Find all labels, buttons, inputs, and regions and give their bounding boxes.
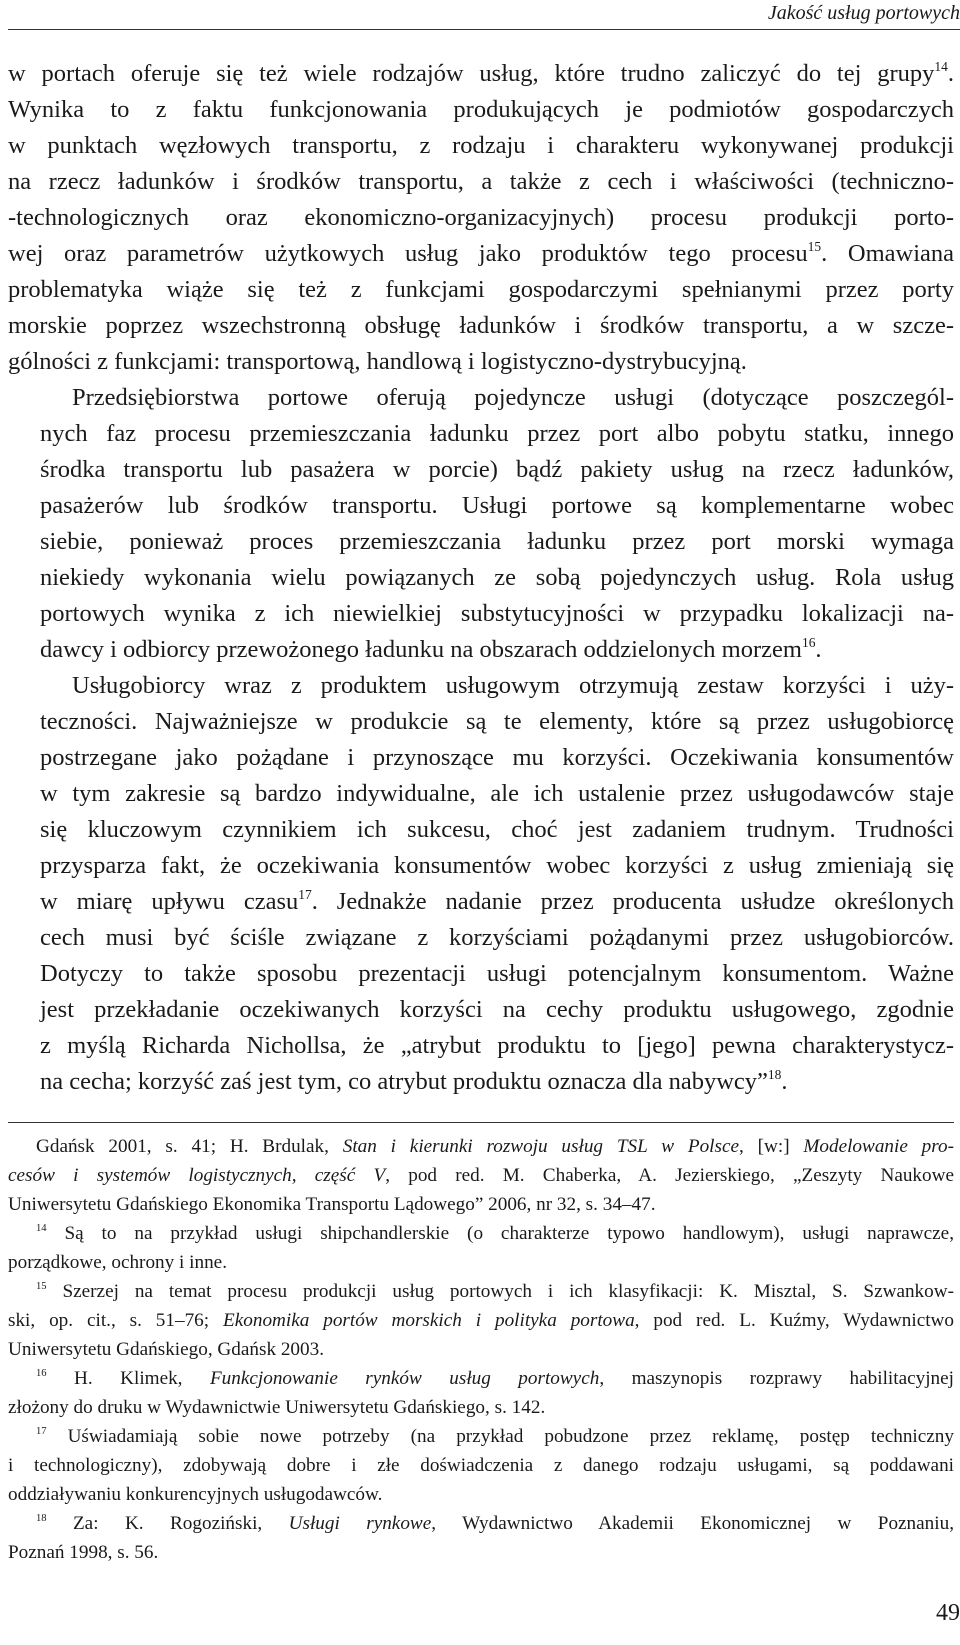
text-line: teczności. Najważniejsze w produkcie są te elementy, które są przez usługobiorcę: [40, 708, 954, 735]
text-line: w miarę upływu czasu$^{17}$. Jednakże nadanie przez producenta usłudze określonych: [40, 886, 955, 915]
footnote-line: ski, op. cit., s. 51–76; Ekonomika portów morskich i polityka portowa, pod red. L. Kuźmy, Wydawnictwo: [8, 1310, 954, 1331]
text-line: cech musi być ściśle związane z korzyściami pożądanymi przez usługobiorców.: [40, 924, 954, 951]
text-line: na cecha; korzyść zaś jest tym, co atrybut produktu oznacza dla nabywcy”$^{18}$.: [40, 1066, 788, 1095]
footnote-number: 17: [36, 1426, 47, 1438]
footnote-reference[interactable]: 18: [767, 1066, 782, 1082]
footnote-line: Uniwersytetu Gdańskiego Ekonomika Transportu Lądowego” 2006, nr 32, s. 34–47.: [8, 1194, 656, 1215]
text-line: siebie, ponieważ proces przemieszczania ładunku przez port morski wymaga: [40, 528, 954, 555]
footnote-line: złożony do druku w Wydawnictwie Uniwersytetu Gdańskiego, s. 142.: [8, 1397, 546, 1418]
footnote-number: 16: [36, 1368, 47, 1380]
footnote-continuation: [8, 1132, 954, 1219]
footnote-line: Uniwersytetu Gdańskiego, Gdańsk 2003.: [8, 1339, 325, 1360]
text-line: niekiedy wykonania wielu powiązanych ze sobą pojedynczych usług. Rola usług: [40, 564, 954, 591]
footnote-line: cesów i systemów logistycznych, część V, pod red. M. Chaberka, A. Jezierskiego, „Zeszyty Naukowe: [8, 1165, 954, 1186]
footnote-reference[interactable]: 15: [807, 238, 822, 254]
footnote-17: [8, 1422, 954, 1509]
footnote-line: $^{16}$ H. Klimek, Funkcjonowanie rynków usług portowych, maszynopis rozprawy habilitacyjnej: [36, 1368, 954, 1389]
body-text: [8, 56, 954, 1100]
text-line: nych faz procesu przemieszczania ładunku przez port albo pobytu statku, innego: [40, 420, 954, 447]
page-number: 49: [936, 1600, 960, 1626]
footnote-16: [8, 1364, 954, 1422]
footnote-reference[interactable]: 17: [298, 886, 312, 902]
text-line: dawcy i odbiorcy przewożonego ładunku na obszarach oddzielonych morzem$^{16}$.: [40, 634, 822, 663]
header-rule: [8, 29, 960, 30]
footnote-reference[interactable]: 14: [934, 58, 948, 74]
footnote-line: $^{18}$ Za: K. Rogoziński, Usługi rynkowe, Wydawnictwo Akademii Ekonomicznej w Poznaniu,: [36, 1513, 954, 1534]
footnote-separator: [8, 1122, 954, 1123]
text-line: Usługobiorcy wraz z produktem usługowym otrzymują zestaw korzyści i uży-: [72, 672, 954, 699]
text-line: w tym zakresie są bardzo indywidualne, ale ich ustalenie przez usługodawców staje: [40, 780, 954, 807]
text-line: portowych wynika z ich niewielkiej substytucyjności w przypadku lokalizacji na-: [40, 600, 954, 627]
text-line: -technologicznych oraz ekonomiczno-organizacyjnych) procesu produkcji porto-: [8, 204, 954, 231]
footnote-line: porządkowe, ochrony i inne.: [8, 1252, 227, 1273]
text-line: się kluczowym czynnikiem ich sukcesu, choć jest zadaniem trudnym. Trudności: [40, 816, 954, 843]
text-line: Przedsiębiorstwa portowe oferują pojedyncze usługi (dotyczące poszczegól-: [72, 384, 954, 411]
text-line: pasażerów lub środków transportu. Usługi portowe są komplementarne wobec: [40, 492, 954, 519]
footnote-number: 14: [36, 1223, 47, 1235]
italic-title: Ekonomika portów morskich i polityka portowa: [223, 1310, 635, 1331]
footnote-line: oddziaływaniu konkurencyjnych usługodawców.: [8, 1484, 383, 1505]
footnote-line: Poznań 1998, s. 56.: [8, 1542, 159, 1563]
footnote-18: [8, 1509, 954, 1567]
page-header: [0, 0, 960, 30]
footnotes: [8, 1132, 954, 1567]
text-line: z myślą Richarda Nichollsa, że „atrybut produktu to [jego] pewna charakterystycz-: [40, 1032, 954, 1059]
text-line: Dotyczy to także sposobu prezentacji usługi potencjalnym konsumentom. Ważne: [40, 960, 954, 987]
footnote-number: 15: [36, 1281, 47, 1293]
footnote-number: 18: [36, 1513, 47, 1525]
italic-title: Usługi rynkowe: [288, 1513, 432, 1534]
text-line: w punktach węzłowych transportu, z rodzaju i charakteru wykonywanej produkcji: [8, 132, 954, 159]
footnote-15: [8, 1277, 954, 1364]
text-line: na rzecz ładunków i środków transportu, a także z cech i właściwości (techniczno-: [8, 168, 954, 195]
italic-title: Stan i kierunki rozwoju usług TSL w Polsce: [342, 1136, 739, 1157]
italic-title: cesów i systemów logistycznych, część V: [8, 1165, 386, 1186]
text-line: gólności z funkcjami: transportową, handlową i logistyczno-dystrybucyjną.: [8, 348, 747, 375]
running-title: Jakość usług portowych: [767, 2, 960, 24]
footnote-reference[interactable]: 16: [801, 634, 816, 650]
footnote-line: i technologiczny), zdobywają dobre i złe doświadczenia z danego rodzaju usługami, są poddawani: [8, 1455, 954, 1476]
footnote-line: $^{17}$ Uświadamiają sobie nowe potrzeby (na przykład pobudzone przez reklamę, postęp techniczny: [36, 1426, 954, 1447]
text-line: przysparza fakt, że oczekiwania konsumentów wobec korzyści z usług zmieniają się: [40, 852, 954, 879]
paragraph: [8, 668, 954, 1100]
text-line: Wynika to z faktu funkcjonowania produkujących je podmiotów gospodarczych: [8, 96, 954, 123]
text-line: środka transportu lub pasażera w porcie) bądź pakiety usług na rzecz ładunków,: [40, 456, 954, 483]
italic-title: Modelowanie pro-: [803, 1136, 954, 1157]
paragraph: [8, 56, 954, 380]
text-line: w portach oferuje się też wiele rodzajów usług, które trudno zaliczyć do tej grupy$^{14}$.: [8, 58, 954, 87]
italic-title: Funkcjonowanie rynków usług portowych: [209, 1368, 600, 1389]
footnote-line: $^{14}$ Są to na przykład usługi shipchandlerskie (o charakterze typowo handlowym), usługi naprawcze,: [36, 1223, 954, 1244]
footnote-line: Gdańsk 2001, s. 41; H. Brdulak, Stan i kierunki rozwoju usług TSL w Polsce, [w:] Modelowanie pro-: [36, 1136, 954, 1157]
text-line: wej oraz parametrów użytkowych usług jako produktów tego procesu$^{15}$. Omawiana: [8, 238, 954, 267]
text-line: problematyka wiąże się też z funkcjami gospodarczymi spełnianymi przez porty: [8, 276, 954, 303]
text-line: postrzegane jako pożądane i przynoszące mu korzyści. Oczekiwania konsumentów: [40, 744, 954, 771]
footnote-14: [8, 1219, 954, 1277]
text-line: morskie poprzez wszechstronną obsługę ładunków i środków transportu, a w szcze-: [8, 312, 954, 339]
footnote-line: $^{15}$ Szerzej na temat procesu produkcji usług portowych i ich klasyfikacji: K. Misztal, S. Szwankow-: [36, 1281, 954, 1302]
text-line: jest przekładanie oczekiwanych korzyści na cechy produktu usługowego, zgodnie: [40, 996, 954, 1023]
paragraph: [8, 380, 954, 668]
